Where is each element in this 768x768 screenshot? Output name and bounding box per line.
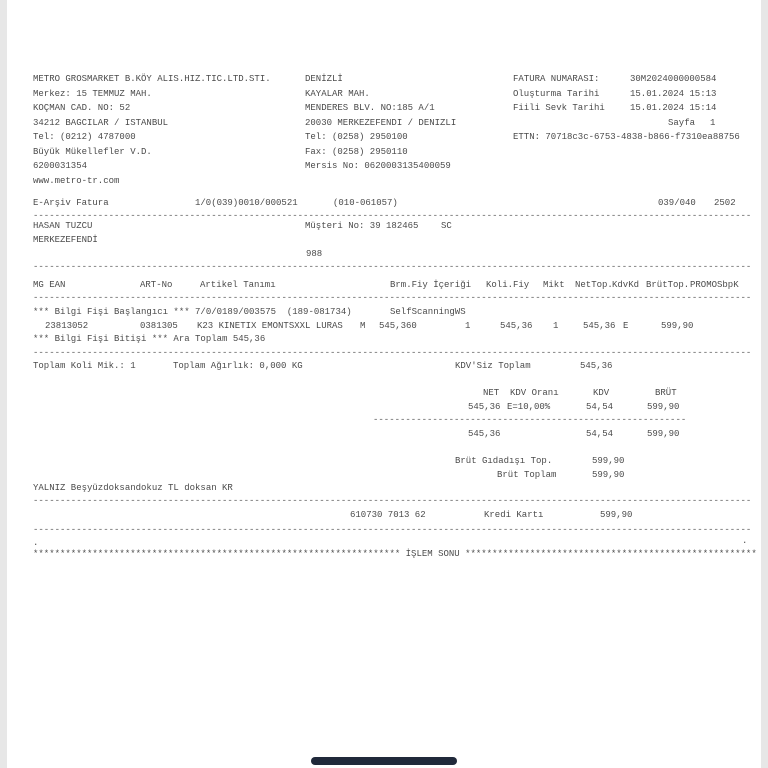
invoice-shipped-label: Fiili Sevk Tarihi <box>513 103 605 113</box>
seller-line: KOÇMAN CAD. NO: 52 <box>33 103 131 113</box>
earsiv-right-a: 039/040 <box>658 198 696 208</box>
invoice-ettn: ETTN: 70718c3c-6753-4838-b866-f7310ea88756 <box>513 132 740 142</box>
payment-method: Kredi Kartı <box>484 510 544 520</box>
item-kdv-kd: E <box>623 321 629 331</box>
earsiv-right-b: 2502 <box>714 198 736 208</box>
branch-line: DENİZLİ <box>305 74 343 84</box>
col-header-brut-top: BrütTop. <box>646 280 690 290</box>
col-header-artikel: Artikel Tanımı <box>200 280 276 290</box>
earsiv-label: E-Arşiv Fatura <box>33 198 109 208</box>
item-brut-top: 599,90 <box>661 321 694 331</box>
branch-line: KAYALAR MAH. <box>305 89 370 99</box>
seller-website: www.metro-tr.com <box>33 176 120 186</box>
seller-name: METRO GROSMARKET B.KÖY ALIS.HIZ.TIC.LTD.STI. <box>33 74 271 84</box>
col-header-mg-ean: MG EAN <box>33 280 66 290</box>
separator-line: ------------------------------------------------------------------------------------------------------------------------------------- <box>33 293 752 303</box>
col-header-promo: PROMO <box>690 280 718 290</box>
customer-name: HASAN TUZCU <box>33 221 93 231</box>
branch-mersis-no: Mersis No: 0620003135400059 <box>305 161 451 171</box>
total-weight: Toplam Ağırlık: 0,000 KG <box>173 361 303 371</box>
separator-line: ------------------------------------------------------------------------------------------------------------------------------------- <box>33 496 752 506</box>
footer-dot-left: . <box>33 538 39 548</box>
col-header-net-top: NetTop. <box>575 280 613 290</box>
separator-line: ------------------------------------------------------------------------------------------------------------------------------------- <box>33 211 752 221</box>
gross-total-value: 599,90 <box>592 470 625 480</box>
vat-header-oran: KDV Oranı <box>510 388 559 398</box>
invoice-number-label: FATURA NUMARASI: <box>513 74 600 84</box>
customer-district: MERKEZEFENDİ <box>33 235 98 245</box>
vat-header-brut: BRÜT <box>655 388 677 398</box>
item-end-note: *** Bilgi Fişi Bitişi *** Ara Toplam 545,36 <box>33 334 266 344</box>
item-koli-fiy: 545,36 <box>500 321 533 331</box>
total-koli: Toplam Koli Mik.: 1 <box>33 361 136 371</box>
footer-dot-right: . <box>742 536 748 546</box>
item-mikt: 1 <box>553 321 559 331</box>
branch-line: 20030 MERKEZEFENDI / DENIZLI <box>305 118 457 128</box>
item-icerigi: 1 <box>465 321 471 331</box>
branch-line: Fax: (0258) 2950110 <box>305 147 408 157</box>
home-indicator[interactable] <box>311 757 457 765</box>
kdvsiz-total-label: KDV'Siz Toplam <box>455 361 531 371</box>
vat-row-oran: E=10,00% <box>507 402 551 412</box>
customer-code: 988 <box>306 249 323 259</box>
branch-line: Tel: (0258) 2950100 <box>305 132 408 142</box>
vat-header-kdv: KDV <box>593 388 610 398</box>
customer-flag: SC <box>441 221 452 231</box>
vat-total-brut: 599,90 <box>647 429 680 439</box>
vat-total-net: 545,36 <box>468 429 501 439</box>
seller-line: Merkez: 15 TEMMUZ MAH. <box>33 89 152 99</box>
branch-line: MENDERES BLV. NO:185 A/1 <box>305 103 435 113</box>
invoice-created-label: Oluşturma Tarihi <box>513 89 600 99</box>
item-ean: 23813052 <box>45 321 89 331</box>
separator-line-partial: ---------------------------------------------------------- <box>373 415 687 425</box>
seller-line: 34212 BAGCILAR / ISTANBUL <box>33 118 169 128</box>
invoice-created-value: 15.01.2024 15:13 <box>630 89 717 99</box>
col-header-koli-fiy: Koli.Fiy <box>486 280 530 290</box>
vat-total-kdv: 54,54 <box>586 429 614 439</box>
seller-tax-id: 6200031354 <box>33 161 88 171</box>
invoice-shipped-value: 15.01.2024 15:14 <box>630 103 717 113</box>
earsiv-doc-no: 1/0(039)0010/000521 <box>195 198 298 208</box>
vat-row-net: 545,36 <box>468 402 501 412</box>
invoice-number: 30M2024000000584 <box>630 74 717 84</box>
seller-line: Büyük Mükellefler V.D. <box>33 147 152 157</box>
vat-row-kdv: 54,54 <box>586 402 614 412</box>
col-header-kdv-kd: KdvKd <box>612 280 640 290</box>
payment-card-no: 610730 7013 62 <box>350 510 426 520</box>
page-number: 1 <box>710 118 716 128</box>
col-header-sbpk: SbpK <box>717 280 739 290</box>
kdvsiz-total-value: 545,36 <box>580 361 613 371</box>
amount-in-words: YALNIZ Beşyüzdoksandokuz TL doksan KR <box>33 483 233 493</box>
page-label: Sayfa <box>668 118 696 128</box>
customer-no: Müşteri No: 39 182465 <box>305 221 419 231</box>
item-description: K23 KINETIX EMONTSXXL LURAS <box>197 321 343 331</box>
col-header-brm-fiy: Brm.Fiy İçeriği <box>390 280 472 290</box>
item-start-note: *** Bilgi Fişi Başlangıcı *** 7/0/0189/003575 (189-081734) <box>33 307 352 317</box>
separator-line: ------------------------------------------------------------------------------------------------------------------------------------- <box>33 348 752 358</box>
item-start-ws: SelfScanningWS <box>390 307 466 317</box>
payment-amount: 599,90 <box>600 510 633 520</box>
col-header-art-no: ART-No <box>140 280 173 290</box>
vat-header-net: NET <box>483 388 500 398</box>
item-brm-fiy: 545,360 <box>379 321 417 331</box>
earsiv-range: (010-061057) <box>333 198 398 208</box>
item-art-no: 0381305 <box>140 321 178 331</box>
item-unit: M <box>360 321 366 331</box>
gross-nonfood-label: Brüt Gıdadışı Top. <box>455 456 553 466</box>
receipt-page <box>7 0 761 768</box>
separator-line: ------------------------------------------------------------------------------------------------------------------------------------- <box>33 262 752 272</box>
vat-row-brut: 599,90 <box>647 402 680 412</box>
col-header-mikt: Mikt <box>543 280 565 290</box>
gross-nonfood-value: 599,90 <box>592 456 625 466</box>
seller-line: Tel: (0212) 4787000 <box>33 132 136 142</box>
gross-total-label: Brüt Toplam <box>497 470 557 480</box>
item-net-top: 545,36 <box>583 321 616 331</box>
transaction-end-line: ******************************************************************** İŞLEM SONU ****************************************************** <box>33 549 757 559</box>
separator-line: ------------------------------------------------------------------------------------------------------------------------------------- <box>33 525 752 535</box>
